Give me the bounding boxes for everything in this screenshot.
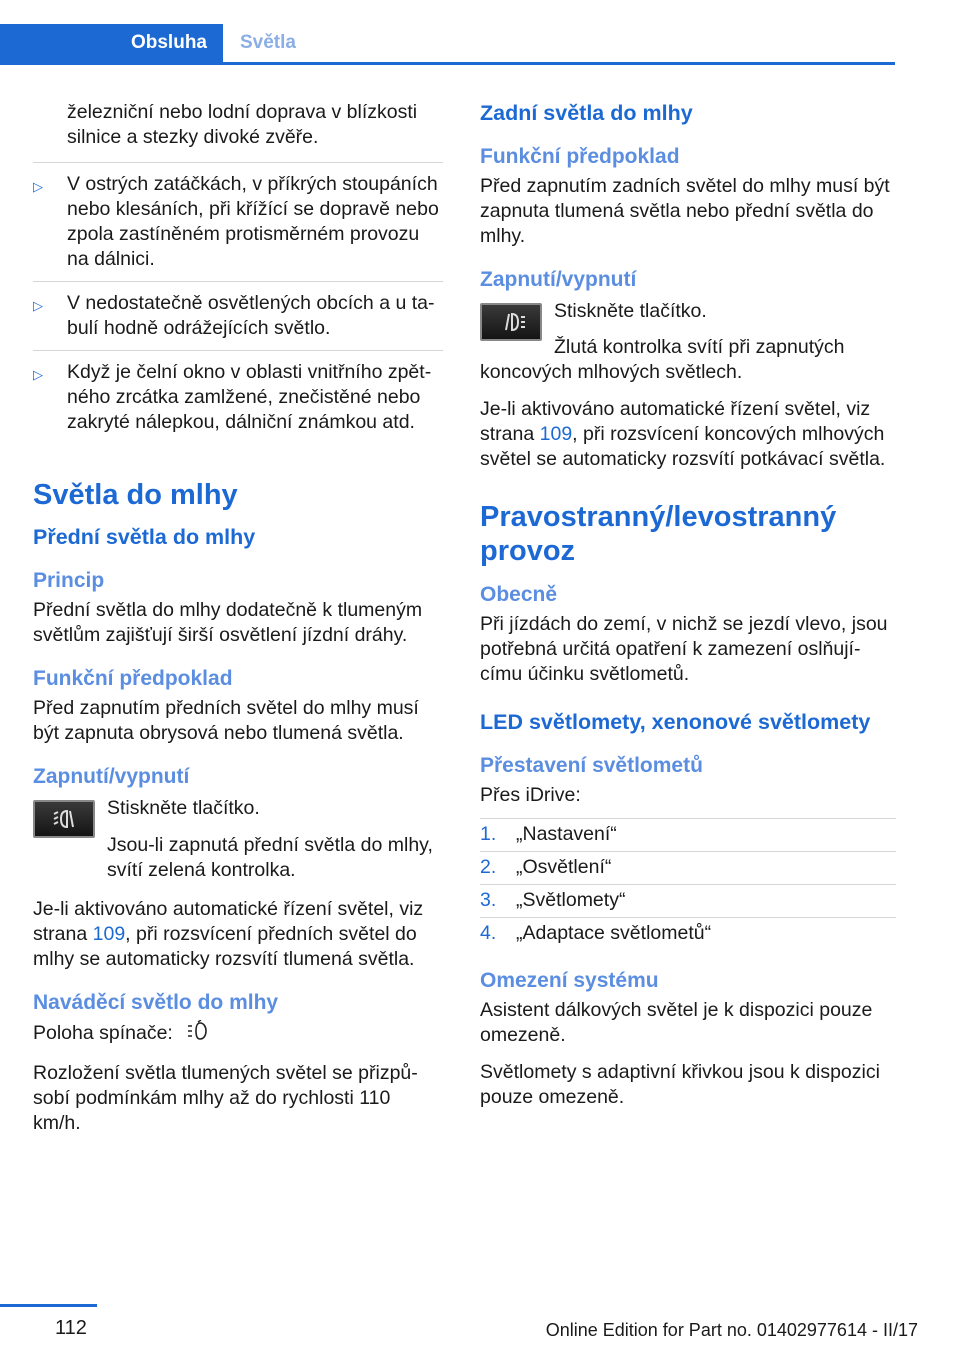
press-button-text: Stiskněte tlačítko. [107, 797, 260, 819]
heading-predpoklad: Funkční předpoklad [33, 667, 233, 690]
subsection-front-fog: Přední světla do mlhy [33, 525, 256, 549]
list-item: ▷ V ostrých zatáčkách, v příkrých stoupáních nebo klesáních, při křížící se dopravě nebo zpola zastíněném protisměrném provozu na dálnici. [33, 162, 443, 281]
subsection-led-xenon: LED světlomety, xenonové světlomety [480, 710, 871, 734]
obecne-text: Při jízdách do zemí, v nichž se jezdí vlevo, jsou potřebná určitá opatření k zamezení oslňují‐ címu účinku světlometů. [480, 613, 888, 685]
heading-obecne: Obecně [480, 583, 558, 606]
page-link-109[interactable]: 109 [92, 923, 126, 945]
indicator-text: Jsou-li zapnutá přední světla do mlhy, svítí zelená kontrolka. [107, 834, 433, 881]
rear-fog-button-row [480, 299, 896, 353]
right-column [480, 100, 896, 1122]
list-item: 1. „Nastavení“ [480, 818, 896, 851]
bullet-list [33, 162, 443, 444]
list-item: 3. „Světlomety“ [480, 884, 896, 917]
auto-lights-text: Je-li aktivováno automatické řízení světel, viz strana 109, při rozsvícení předních světel do mlhy se automaticky rozsvítí tlumená světla. [33, 898, 424, 970]
steps-list [480, 818, 896, 950]
distribution-text: Rozložení světla tlumených světel se přizpů‐ sobí podmínkám mlhy až do rychlosti 110 km/h. [33, 1062, 418, 1134]
auto-lights-text-rear: Je-li aktivováno automatické řízení světel, viz strana 109, při rozsvícení koncových mlhových světel se automaticky rozsvítí potkávací světla. [480, 398, 886, 470]
list-item: 2. „Osvětlení“ [480, 851, 896, 884]
switch-position-text: Poloha spínače: [33, 1020, 443, 1049]
continued-text: železniční nebo lodní doprava v blízkosti silnice a stezky divoké zvěře. [67, 101, 418, 148]
heading-prestaveni: Přestavení světlometů [480, 754, 703, 777]
tab-obsluha[interactable]: Obsluha [0, 24, 223, 62]
heading-zapnuti: Zapnutí/vypnutí [33, 765, 190, 788]
edition-note: Online Edition for Part no. 01402977614 - II/17 [545, 1320, 918, 1340]
footer-rule [0, 1304, 97, 1307]
omezeni-text-1: Asistent dálkových světel je k dispozici pouze omezeně. [480, 999, 873, 1046]
idrive-text: Přes iDrive: [480, 784, 581, 806]
omezeni-text-2: Světlomety s adaptivní křivkou jsou k dispozici pouze omezeně. [480, 1061, 880, 1108]
fog-guidance-icon [186, 1020, 212, 1049]
predpoklad-rear-text: Před zapnutím zadních světel do mlhy musí být zapnuta tlumená světla nebo přední světla do mlhy. [480, 175, 890, 247]
triangle-icon: ▷ [33, 367, 43, 382]
page-link-109-rear[interactable]: 109 [539, 423, 573, 445]
triangle-icon: ▷ [33, 298, 43, 313]
page-number: 112 [55, 1317, 87, 1339]
heading-princip: Princip [33, 569, 105, 592]
section-title-traffic-side: Pravostranný/levostranný provoz [480, 501, 837, 567]
tab-svetla[interactable]: Světla [240, 32, 296, 53]
list-item: 4. „Adaptace světlometů“ [480, 917, 896, 950]
rear-fog-button-icon [480, 303, 542, 341]
triangle-icon: ▷ [33, 179, 43, 194]
heading-predpoklad-rear: Funkční předpoklad [480, 145, 680, 168]
front-fog-button-row [33, 796, 443, 883]
header-tabs [0, 24, 895, 65]
list-item: ▷ V nedostatečně osvětlených obcích a u ta‐ bulí hodně odrážejících světlo. [33, 281, 443, 350]
predpoklad-text: Před zapnutím předních světel do mlhy musí být zapnuta obrysová nebo tlumená světla. [33, 697, 419, 744]
princip-text: Přední světla do mlhy dodatečně k tlumeným světlům zajišťují širší osvětlení jízdní dráhy. [33, 599, 423, 646]
left-column [33, 100, 443, 1148]
heading-navadeci: Naváděcí světlo do mlhy [33, 991, 279, 1014]
list-item: ▷ Když je čelní okno v oblasti vnitřního zpět‐ ného zrcátka zamlžené, znečistěné nebo zakryté nálepkou, dálniční známkou atd. [33, 350, 443, 444]
front-fog-button-icon [33, 800, 95, 838]
heading-zapnuti-rear: Zapnutí/vypnutí [480, 268, 637, 291]
subsection-rear-fog: Zadní světla do mlhy [480, 101, 693, 125]
indicator-text-rear: Žlutá kontrolka svítí při zapnutých koncových mlhových světlech. [480, 336, 845, 383]
section-title-fog-lights: Světla do mlhy [33, 479, 238, 511]
heading-omezeni: Omezení systému [480, 969, 659, 992]
press-button-text-rear: Stiskněte tlačítko. [554, 300, 707, 322]
